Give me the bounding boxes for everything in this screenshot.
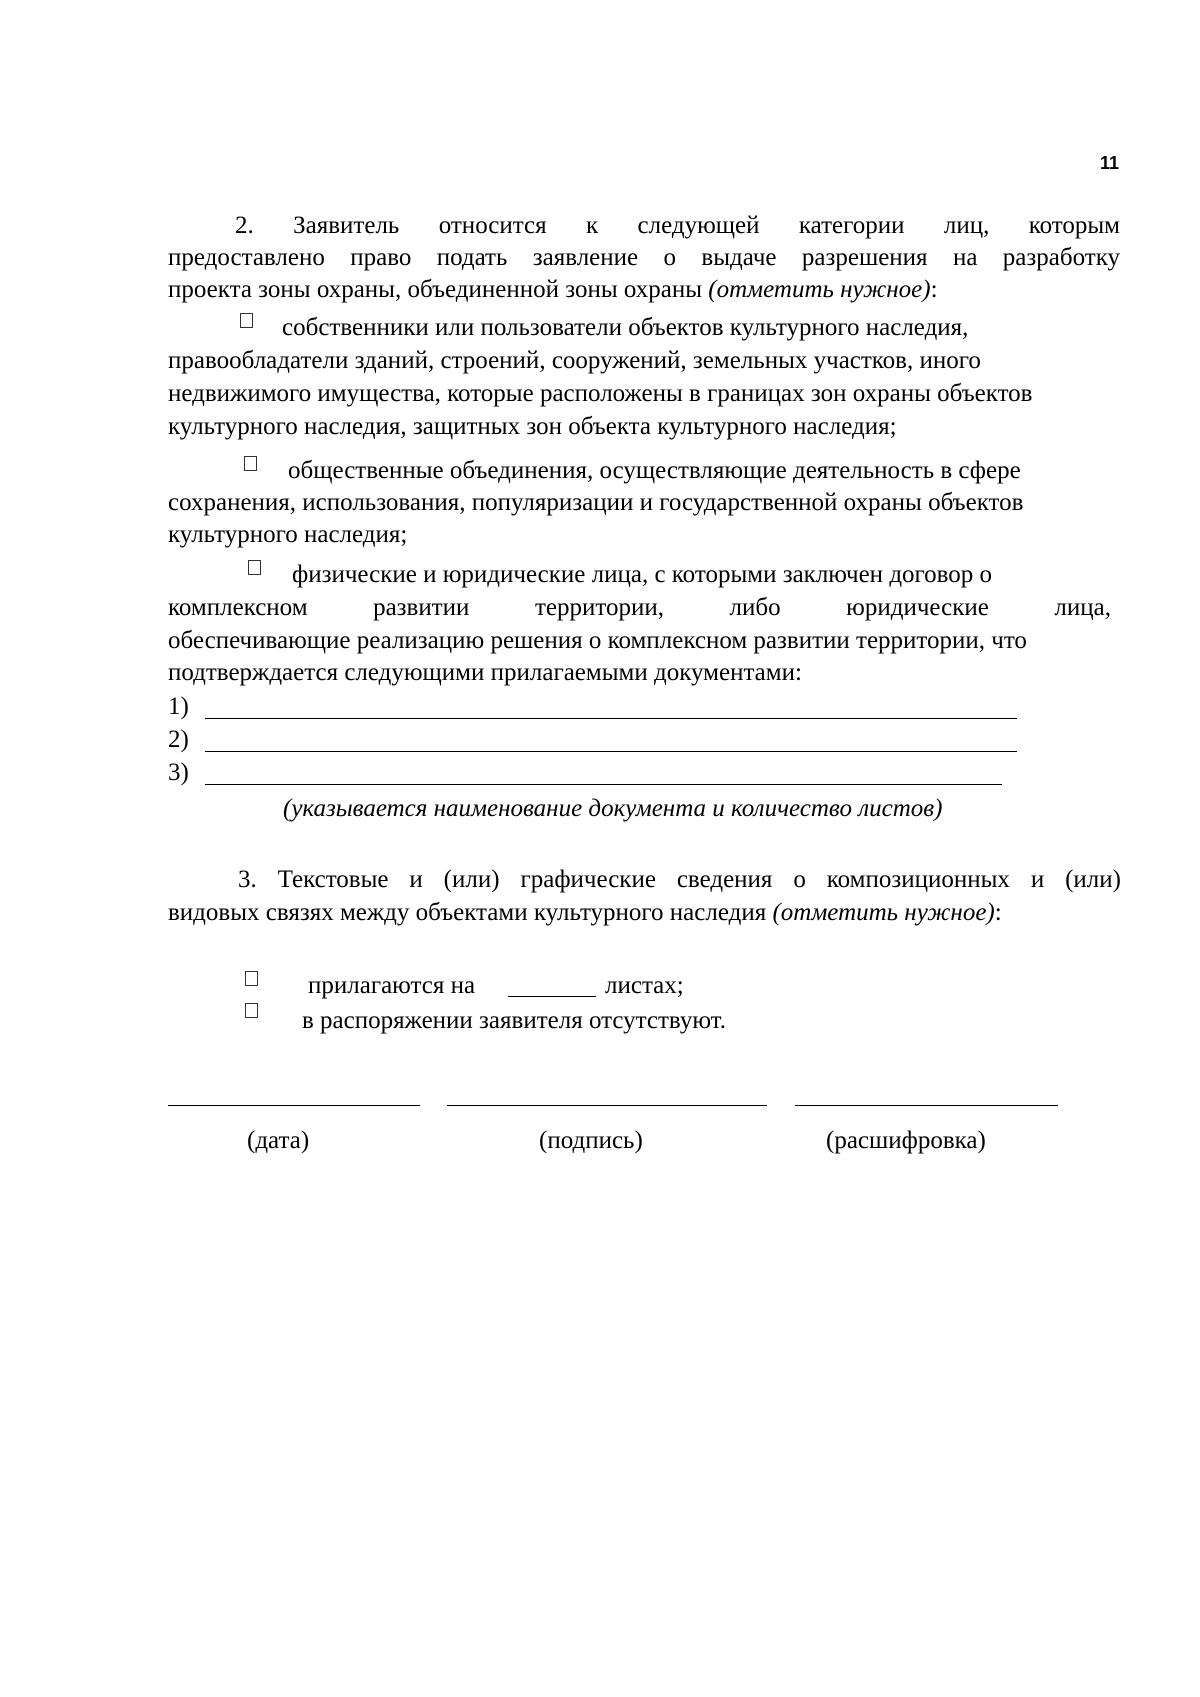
date-input[interactable] <box>168 1105 420 1106</box>
signature-caption: (подпись) <box>539 1127 643 1154</box>
option-physical-legal-persons-line2: комплексном развитии территории, либо юридические лица, <box>168 594 1111 621</box>
option-owners-line2: правообладатели зданий, строений, сооружений, земельных участков, иного <box>168 347 981 374</box>
section3-line2-hint: (отметить нужное) <box>772 899 995 926</box>
option-public-associations-checkbox[interactable] <box>244 456 257 471</box>
doc-item-2-number: 2) <box>168 726 189 753</box>
section2-line3-text: проекта зоны охраны, объединенной зоны охраны <box>168 276 709 303</box>
section2-line3-colon: : <box>930 276 938 303</box>
absent-checkbox[interactable] <box>245 1003 258 1018</box>
signature-input[interactable] <box>447 1105 767 1106</box>
section3-line2 <box>168 897 1002 929</box>
option-owners-line1: собственники или пользователи объектов культурного наследия, <box>282 314 969 341</box>
section2-line3 <box>168 274 938 306</box>
option-physical-legal-persons-line3: обеспечивающие реализацию решения о комплексном развитии территории, что <box>168 627 1027 654</box>
section2-line3-hint: (отметить нужное) <box>708 276 931 303</box>
decoding-input[interactable] <box>795 1105 1058 1106</box>
doc-item-3-number: 3) <box>168 759 189 786</box>
option-public-associations-line2: сохранения, использования, популяризации и государственной охраны объектов <box>168 489 1024 516</box>
section3-line1: 3. Текстовые и (или) графические сведения о композиционных и (или) <box>238 866 1121 893</box>
option-public-associations-line3: культурного наследия; <box>168 521 408 548</box>
doc-item-1-number: 1) <box>168 693 189 720</box>
doc-item-1-input[interactable] <box>205 718 1017 719</box>
option-owners-line4: культурного наследия, защитных зон объекта культурного наследия; <box>168 413 897 440</box>
option-owners-checkbox[interactable] <box>240 313 253 328</box>
section3-line2-text: видовых связях между объектами культурного наследия <box>168 899 773 926</box>
date-caption: (дата) <box>247 1127 310 1154</box>
doc-item-2-input[interactable] <box>205 751 1017 752</box>
page-number: 11 <box>1100 153 1120 173</box>
absent-label: в распоряжении заявителя отсутствуют. <box>302 1007 726 1034</box>
decoding-caption: (расшифровка) <box>826 1127 986 1154</box>
option-owners-line3: недвижимого имущества, которые расположены в границах зон охраны объектов <box>168 380 1033 407</box>
section3-line2-colon: : <box>994 899 1002 926</box>
attached-sheets-suffix: листах; <box>605 972 684 999</box>
option-physical-legal-persons-line4: подтверждается следующими прилагаемыми документами: <box>168 659 802 686</box>
sheets-count-input[interactable] <box>508 996 596 997</box>
section2-line1: 2. Заявитель относится к следующей категории лиц, которым <box>235 212 1120 239</box>
option-physical-legal-persons-checkbox[interactable] <box>248 560 261 575</box>
option-public-associations-line1: общественные объединения, осуществляющие деятельность в сфере <box>288 457 1021 484</box>
doc-hint <box>283 793 942 825</box>
doc-item-3-input[interactable] <box>205 784 1002 785</box>
option-physical-legal-persons-line1: физические и юридические лица, с которыми заключен договор о <box>292 561 993 588</box>
attached-sheets-checkbox[interactable] <box>245 971 258 986</box>
doc-hint-text: (указывается наименование документа и количество листов) <box>283 795 943 822</box>
attached-sheets-label: прилагаются на <box>308 972 476 999</box>
section2-line2: предоставлено право подать заявление о выдаче разрешения на разработку <box>168 244 1120 271</box>
